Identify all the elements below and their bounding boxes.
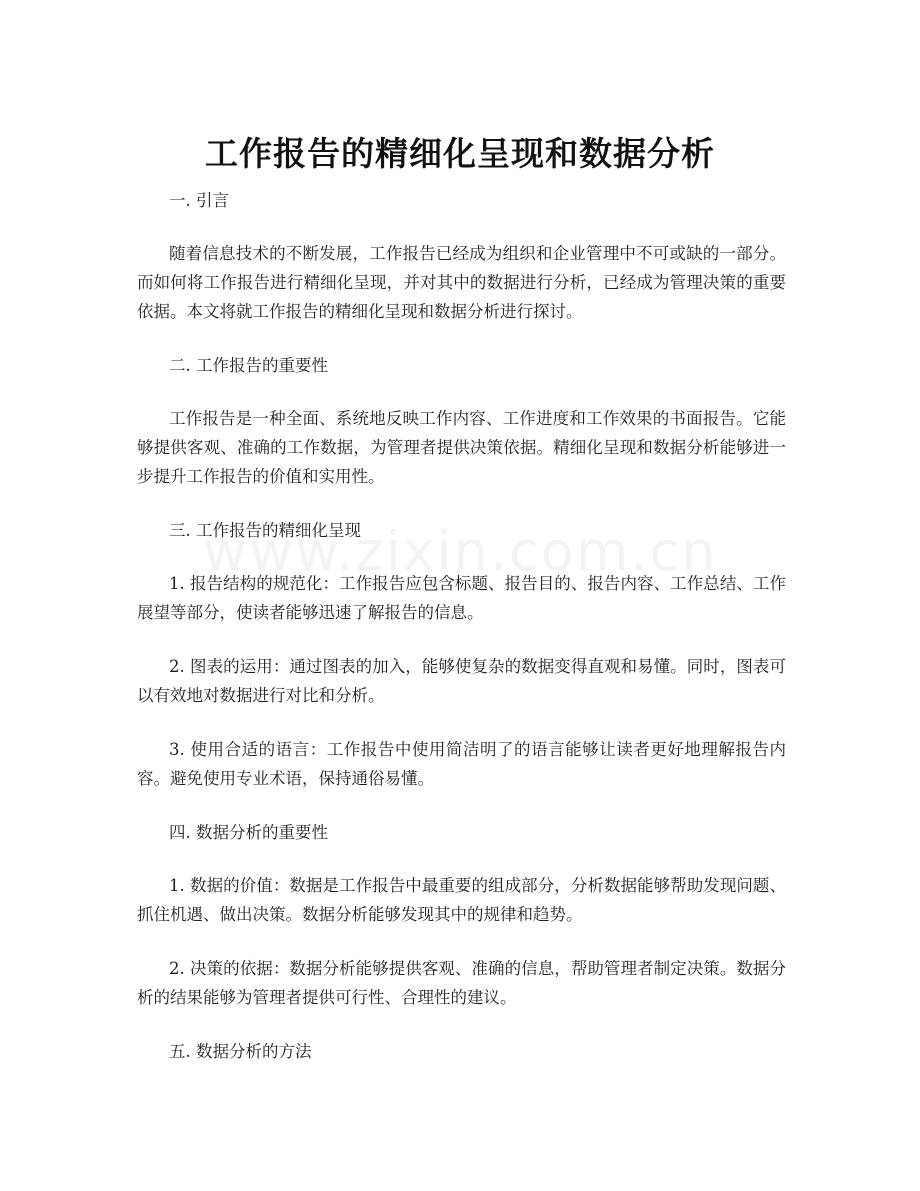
paragraph-structure: 1. 报告结构的规范化：工作报告应包含标题、报告目的、报告内容、工作总结、工作展望等部分，使读者能够迅速了解报告的信息。	[137, 574, 786, 622]
section-heading-presentation: 三. 工作报告的精细化呈现	[169, 521, 361, 540]
paragraph-charts: 2. 图表的运用：通过图表的加入，能够使复杂的数据变得直观和易懂。同时，图表可以有效地对数据进行对比和分析。	[137, 657, 786, 705]
paragraph-importance: 工作报告是一种全面、系统地反映工作内容、工作进度和工作效果的书面报告。它能够提供客观、准确的工作数据，为管理者提供决策依据。精细化呈现和数据分析能够进一步提升工作报告的价值和实用性。	[137, 409, 786, 486]
section-heading-methods: 五. 数据分析的方法	[169, 1042, 312, 1061]
section-heading-importance: 二. 工作报告的重要性	[169, 356, 328, 375]
section-heading-data-analysis: 四. 数据分析的重要性	[169, 823, 328, 842]
document-title: 工作报告的精细化呈现和数据分析	[205, 134, 715, 174]
paragraph-language: 3. 使用合适的语言：工作报告中使用简洁明了的语言能够让读者更好地理解报告内容。避免使用专业术语，保持通俗易懂。	[137, 740, 786, 788]
document-body	[137, 186, 786, 1066]
paragraph-data-value: 1. 数据的价值：数据是工作报告中最重要的组成部分，分析数据能够帮助发现问题、抓住机遇、做出决策。数据分析能够发现其中的规律和趋势。	[137, 876, 786, 924]
paragraph-intro: 随着信息技术的不断发展，工作报告已经成为组织和企业管理中不可或缺的一部分。而如何将工作报告进行精细化呈现，并对其中的数据进行分析，已经成为管理决策的重要依据。本文将就工作报告的精细化呈现和数据分析进行探讨。	[137, 244, 786, 321]
section-heading-intro: 一. 引言	[169, 191, 229, 210]
paragraph-decision-basis: 2. 决策的依据：数据分析能够提供客观、准确的信息，帮助管理者制定决策。数据分析的结果能够为管理者提供可行性、合理性的建议。	[137, 959, 786, 1007]
